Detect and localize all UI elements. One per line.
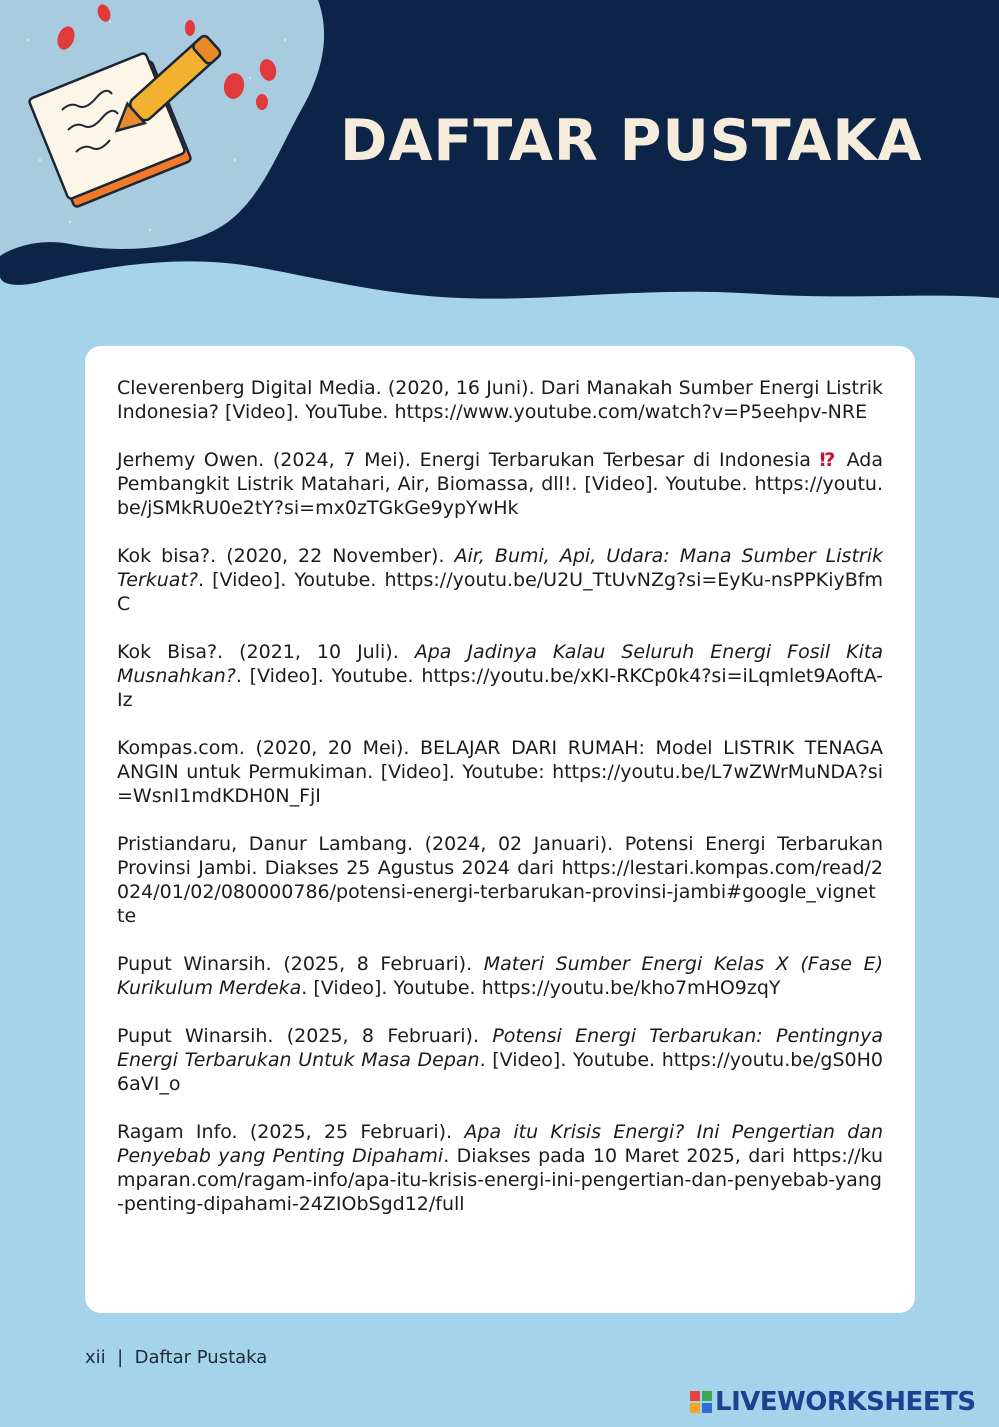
reference-item: Puput Winarsih. (2025, 8 Februari). Materi Sumber Energi Kelas X (Fase E) Kurikulum Merdeka. [Video]. Youtube. https://youtu.be/kho7mHO9zqY bbox=[117, 953, 883, 999]
reference-item: Pristiandaru, Danur Lambang. (2024, 02 Januari). Potensi Energi Terbarukan Provinsi Jambi. Diakses 25 Agustus 2024 dari https://lestari.kompas.com/read/2024/01/02/080000786/potensi-energi-terbarukan-provinsi-jambi#google_vignette bbox=[117, 833, 883, 927]
reference-link[interactable]: https://youtu.be/jSMkRU0e2tY?si=mx0zTGkGe9ypYwHk bbox=[117, 473, 883, 519]
reference-item: Kok bisa?. (2020, 22 November). Air, Bumi, Api, Udara: Mana Sumber Listrik Terkuat?. [Video]. Youtube. https://youtu.be/U2U_TtUvNZg?si=EyKu-nsPPKiyBfmC bbox=[117, 545, 883, 615]
reference-item: Kompas.com. (2020, 20 Mei). BELAJAR DARI RUMAH: Model LISTRIK TENAGA ANGIN untuk Permukiman. [Video]. Youtube: https://youtu.be/L7wZWrMuNDA?si=WsnI1mdKDH0N_FjI bbox=[117, 737, 883, 807]
reference-link[interactable]: https://youtu.be/U2U_TtUvNZg?si=EyKu-nsPPKiyBfmC bbox=[117, 569, 883, 615]
liveworksheets-brand bbox=[690, 1386, 976, 1418]
reference-link[interactable]: https://youtu.be/L7wZWrMuNDA?si=WsnI1mdKDH0N_FjI bbox=[117, 761, 883, 807]
reference-link[interactable]: https://youtu.be/kho7mHO9zqY bbox=[481, 977, 781, 999]
liveworksheets-logo-icon bbox=[690, 1391, 712, 1413]
reference-link[interactable]: https://www.youtube.com/watch?v=P5eehpv-NRE bbox=[394, 401, 868, 423]
reference-item: Cleverenberg Digital Media. (2020, 16 Juni). Dari Manakah Sumber Energi Listrik Indonesia? [Video]. YouTube. https://www.youtube.com/watch?v=P5eehpv-NRE bbox=[117, 377, 883, 423]
reference-item: Jerhemy Owen. (2024, 7 Mei). Energi Terbarukan Terbesar di Indonesia ⁉ Ada Pembangkit Listrik Matahari, Air, Biomassa, dll!. [Video]. Youtube. https://youtu.be/jSMkRU0e2tY?si=mx0zTGkGe9ypYwHk bbox=[117, 449, 883, 519]
reference-item: Puput Winarsih. (2025, 8 Februari). Potensi Energi Terbarukan: Pentingnya Energi Terbarukan Untuk Masa Depan. [Video]. Youtube. https://youtu.be/gS0H06aVI_o bbox=[117, 1025, 883, 1095]
reference-link[interactable]: https://lestari.kompas.com/read/2024/01/02/080000786/potensi-energi-terbarukan-provinsi-jambi#google_vignette bbox=[117, 857, 883, 927]
reference-item: Kok Bisa?. (2021, 10 Juli). Apa Jadinya Kalau Seluruh Energi Fosil Kita Musnahkan?. [Video]. Youtube. https://youtu.be/xKI-RKCp0k4?si=iLqmlet9AoftA-Iz bbox=[117, 641, 883, 711]
reference-link[interactable]: https://youtu.be/gS0H06aVI_o bbox=[117, 1049, 883, 1095]
exclamation-question-icon: ⁉ bbox=[819, 449, 838, 471]
page-number: xii bbox=[85, 1347, 106, 1368]
page-title: DAFTAR PUSTAKA bbox=[340, 108, 923, 174]
reference-link[interactable]: https://youtu.be/xKI-RKCp0k4?si=iLqmlet9AoftA-Iz bbox=[117, 665, 883, 711]
brand-name: LIVEWORKSHEETS bbox=[715, 1387, 976, 1417]
page-footer bbox=[85, 1347, 267, 1368]
reference-list bbox=[117, 376, 883, 1240]
reference-link[interactable]: https://kumparan.com/ragam-info/apa-itu-krisis-energi-ini-pengertian-dan-penyebab-yang-penting-dipahami-24ZIObSgd12/full bbox=[117, 1145, 883, 1215]
reference-item: Ragam Info. (2025, 25 Februari). Apa itu Krisis Energi? Ini Pengertian dan Penyebab yang Penting Dipahami. Diakses pada 10 Maret 2025, dari https://kumparan.com/ragam-info/apa-itu-krisis-energi-ini-pengertian-dan-penyebab-yang-penting-dipahami-24ZIObSgd12/full bbox=[117, 1121, 883, 1215]
footer-separator: | bbox=[117, 1347, 124, 1368]
footer-section: Daftar Pustaka bbox=[134, 1347, 268, 1368]
